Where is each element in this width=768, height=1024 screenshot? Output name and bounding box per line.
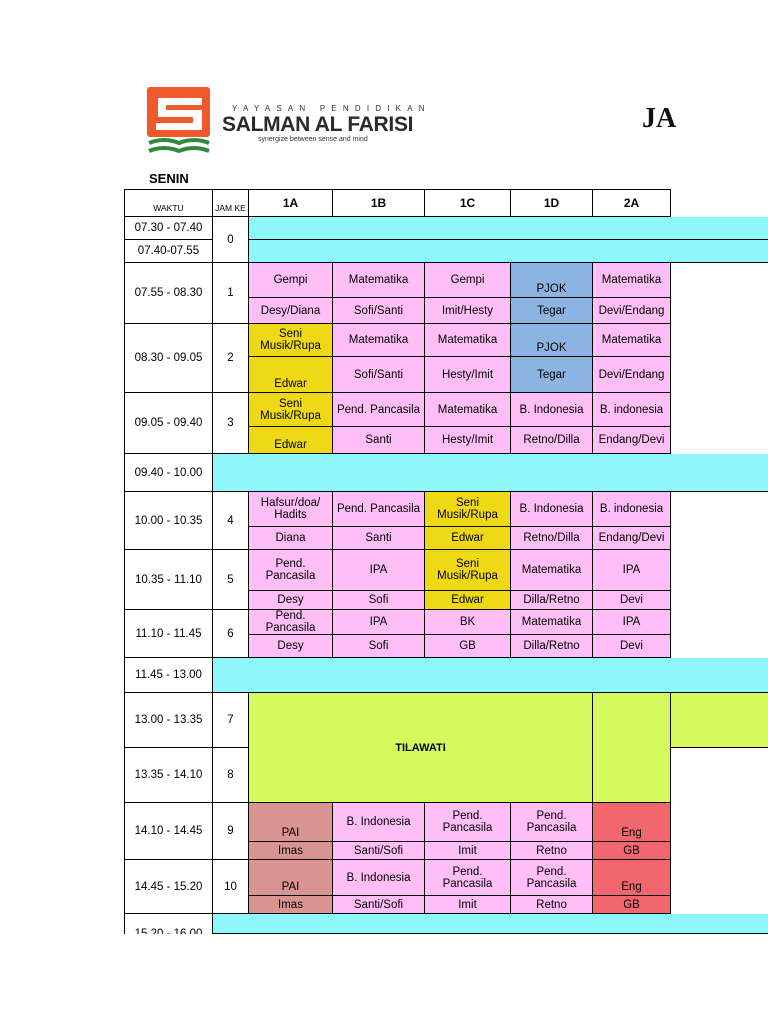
lesson-subject: Matematika: [593, 324, 671, 357]
green-cell: [593, 693, 671, 803]
lesson-teacher: Imas: [249, 896, 333, 914]
lesson-teacher: Hesty/Imit: [425, 427, 511, 454]
break-row: [213, 658, 768, 693]
lesson-subject: B. indonesia: [593, 393, 671, 427]
lesson-subject: Pend. Pancasila: [511, 803, 593, 842]
lesson-teacher: Dilla/Retno: [511, 635, 593, 658]
time-cell: 14.45 - 15.20: [124, 860, 213, 914]
lesson-teacher: Dilla/Retno: [511, 591, 593, 610]
lesson-subject: B. Indonesia: [511, 393, 593, 427]
lesson-teacher: Desy/Diana: [249, 298, 333, 324]
lesson-teacher: Imas: [249, 842, 333, 860]
period-cell: 2: [213, 324, 249, 393]
lesson-subject: BK: [425, 610, 511, 635]
lesson-subject: Pend. Pancasila: [511, 860, 593, 896]
lesson-subject: Matematika: [333, 324, 425, 357]
foundation-label: YAYASAN PENDIDIKAN: [232, 104, 431, 113]
lesson-subject: B. Indonesia: [333, 860, 425, 896]
time-cell: 07.40-07.55: [124, 240, 213, 263]
lesson-subject: B. Indonesia: [511, 492, 593, 527]
tilawati-cell: TILAWATI: [249, 693, 593, 803]
lesson-teacher: GB: [593, 842, 671, 860]
time-cell: 09.40 - 10.00: [124, 454, 213, 492]
time-cell: 11.10 - 11.45: [124, 610, 213, 658]
lesson-teacher: GB: [593, 896, 671, 914]
school-name: SALMAN AL FARISI: [222, 113, 414, 136]
lesson-teacher: Santi/Sofi: [333, 896, 425, 914]
lesson-teacher: Tegar: [511, 298, 593, 324]
lesson-subject: Pend. Pancasila: [425, 803, 511, 842]
lesson-subject: Pend. Pancasila: [249, 550, 333, 591]
lesson-subject: IPA: [593, 610, 671, 635]
lesson-subject: PJOK: [511, 263, 593, 298]
lesson-subject: Gempi: [425, 263, 511, 298]
lesson-teacher: Imit/Hesty: [425, 298, 511, 324]
lesson-teacher: Retno: [511, 842, 593, 860]
lesson-teacher: Santi/Sofi: [333, 842, 425, 860]
time-cell: 09.05 - 09.40: [124, 393, 213, 454]
lesson-teacher: Endang/Devi: [593, 427, 671, 454]
period-cell: 5: [213, 550, 249, 610]
lesson-teacher: Sofi/Santi: [333, 357, 425, 393]
lesson-subject: B. Indonesia: [333, 803, 425, 842]
break-row: [249, 240, 768, 263]
period-cell: 6: [213, 610, 249, 658]
period-cell: 9: [213, 803, 249, 860]
lesson-teacher: Edwar: [425, 591, 511, 610]
period-cell: 7: [213, 693, 249, 748]
lesson-subject: Eng: [593, 803, 671, 842]
lesson-teacher: Sofi: [333, 635, 425, 658]
break-row: [213, 914, 768, 934]
lesson-teacher: Imit: [425, 896, 511, 914]
lesson-teacher: Santi: [333, 427, 425, 454]
lesson-subject: PAI: [249, 803, 333, 842]
lesson-subject: Matematika: [511, 550, 593, 591]
lesson-subject: Seni Musik/Rupa: [425, 550, 511, 591]
lesson-subject: PJOK: [511, 324, 593, 357]
lesson-subject: Eng: [593, 860, 671, 896]
lesson-teacher: Desy: [249, 635, 333, 658]
page-title: JA: [642, 103, 677, 134]
period-cell: 4: [213, 492, 249, 550]
header-1c: 1C: [425, 189, 511, 217]
time-cell: 10.35 - 11.10: [124, 550, 213, 610]
lesson-teacher: Devi: [593, 635, 671, 658]
header-1d: 1D: [511, 189, 593, 217]
lesson-teacher: Retno/Dilla: [511, 427, 593, 454]
lesson-teacher: Edwar: [425, 527, 511, 550]
lesson-subject: Seni Musik/Rupa: [249, 324, 333, 357]
lesson-subject: Pend. Pancasila: [425, 860, 511, 896]
period-cell: 8: [213, 748, 249, 803]
time-cell: 07.30 - 07.40: [124, 217, 213, 240]
lesson-subject: Hafsur/doa/ Hadits: [249, 492, 333, 527]
time-cell: 14.10 - 14.45: [124, 803, 213, 860]
time-cell: 10.00 - 10.35: [124, 492, 213, 550]
lesson-subject: IPA: [593, 550, 671, 591]
period-cell: 10: [213, 860, 249, 914]
day-label: SENIN: [149, 171, 189, 186]
lesson-teacher: Santi: [333, 527, 425, 550]
lesson-teacher: Sofi/Santi: [333, 298, 425, 324]
lesson-subject: Pend. Pancasila: [333, 393, 425, 427]
lesson-subject: IPA: [333, 610, 425, 635]
header-2a: 2A: [593, 189, 671, 217]
time-cell: 07.55 - 08.30: [124, 263, 213, 324]
lesson-subject: IPA: [333, 550, 425, 591]
period-cell: 3: [213, 393, 249, 454]
lesson-teacher: Hesty/Imit: [425, 357, 511, 393]
break-row: [249, 217, 768, 240]
lesson-teacher: Devi/Endang: [593, 357, 671, 393]
lesson-subject: Seni Musik/Rupa: [249, 393, 333, 427]
lesson-subject: Matematika: [425, 324, 511, 357]
lesson-teacher: Retno/Dilla: [511, 527, 593, 550]
break-row: [213, 454, 768, 492]
lesson-teacher: GB: [425, 635, 511, 658]
lesson-teacher: Tegar: [511, 357, 593, 393]
page-bottom-cover: [0, 934, 768, 1024]
lesson-subject: Matematika: [425, 393, 511, 427]
header-waktu: WAKTU: [124, 189, 213, 217]
time-cell: 13.35 - 14.10: [124, 748, 213, 803]
lesson-subject: Pend. Pancasila: [333, 492, 425, 527]
lesson-teacher: Sofi: [333, 591, 425, 610]
period-cell: 0: [213, 217, 249, 263]
time-cell: 11.45 - 13.00: [124, 658, 213, 693]
lesson-teacher: Diana: [249, 527, 333, 550]
lesson-subject: Pend. Pancasila: [249, 610, 333, 635]
lesson-subject: Matematika: [333, 263, 425, 298]
header-1b: 1B: [333, 189, 425, 217]
lesson-subject: B. indonesia: [593, 492, 671, 527]
lesson-teacher: Endang/Devi: [593, 527, 671, 550]
lesson-subject: Gempi: [249, 263, 333, 298]
lesson-teacher: Desy: [249, 591, 333, 610]
lesson-teacher: Edwar: [249, 427, 333, 454]
lesson-teacher: Devi: [593, 591, 671, 610]
lesson-subject: Matematika: [511, 610, 593, 635]
lesson-subject: PAI: [249, 860, 333, 896]
school-tagline: synergize between sense and mind: [258, 136, 368, 143]
period-cell: 1: [213, 263, 249, 324]
lesson-subject: Matematika: [593, 263, 671, 298]
header-jam-ke: JAM KE: [213, 189, 249, 217]
lesson-teacher: Retno: [511, 896, 593, 914]
green-cell: [671, 693, 768, 748]
lesson-teacher: Imit: [425, 842, 511, 860]
lesson-teacher: Devi/Endang: [593, 298, 671, 324]
time-cell: 08.30 - 09.05: [124, 324, 213, 393]
header-1a: 1A: [249, 189, 333, 217]
lesson-teacher: Edwar: [249, 357, 333, 393]
lesson-subject: Seni Musik/Rupa: [425, 492, 511, 527]
time-cell: 13.00 - 13.35: [124, 693, 213, 748]
